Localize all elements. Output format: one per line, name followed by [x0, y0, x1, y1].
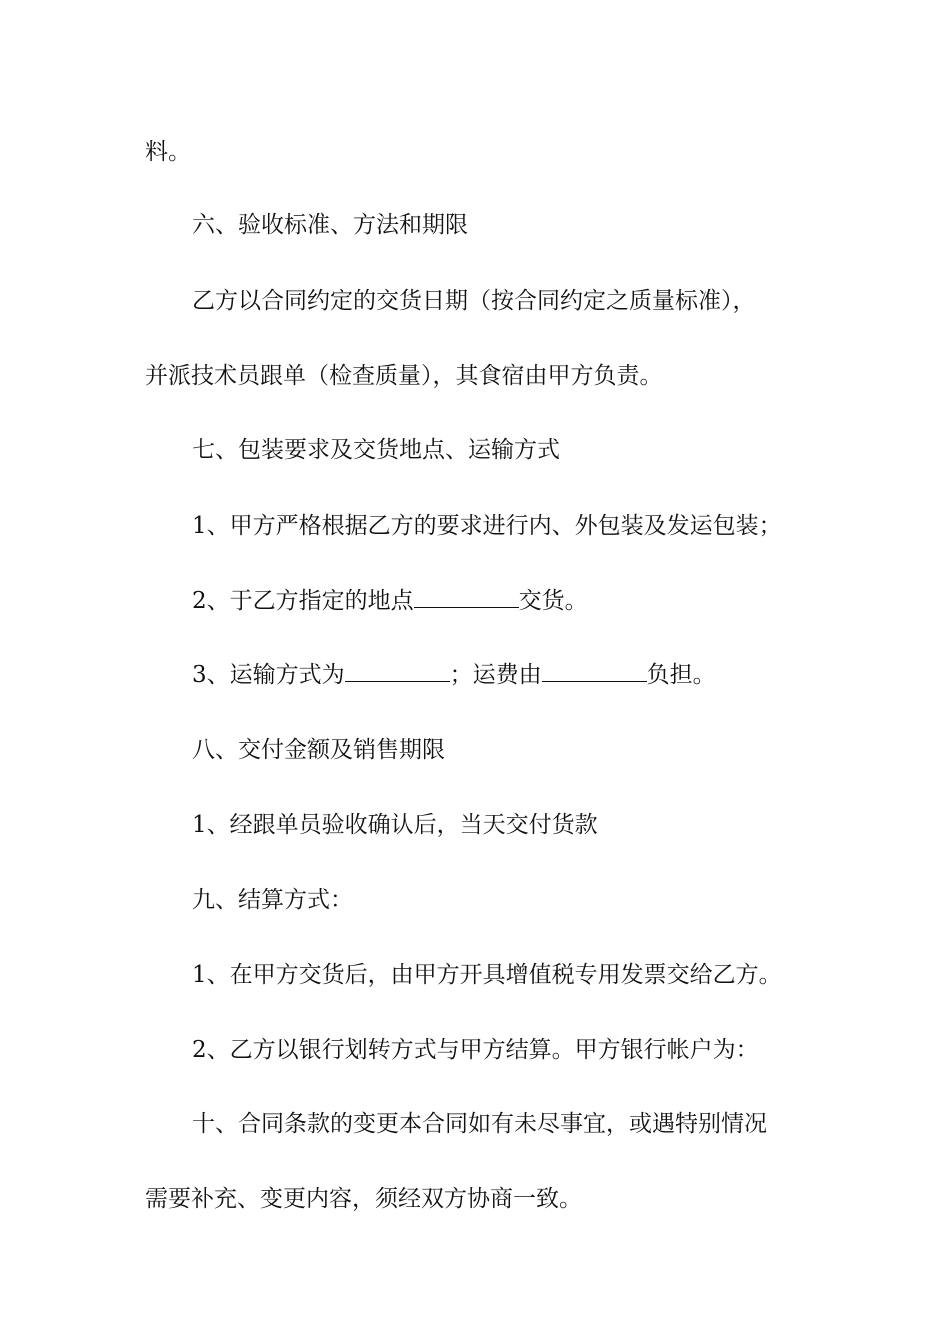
- paragraph-line: 乙方以合同约定的交货日期（按合同约定之质量标准），: [192, 288, 756, 314]
- clause-7-1: 1、甲方严格根据乙方的要求进行内、外包装及发运包装；: [192, 513, 782, 539]
- clause-text: 2、于乙方指定的地点: [192, 588, 414, 614]
- section-heading-6: 六、验收标准、方法和期限: [192, 212, 468, 238]
- clause-text: ；运费由: [449, 662, 542, 688]
- clause-text: 负担。: [646, 662, 716, 688]
- fill-blank: [542, 655, 647, 682]
- section-heading-10: 十、合同条款的变更本合同如有未尽事宜，或遇特别情况: [192, 1111, 767, 1137]
- clause-text: 3、运输方式为: [192, 662, 345, 688]
- fill-blank: [345, 655, 450, 682]
- clause-7-3: [192, 655, 716, 695]
- clause-8-1: 1、经跟单员验收确认后，当天交付货款: [192, 812, 598, 838]
- section-heading-9: 九、结算方式：: [192, 887, 353, 913]
- section-heading-8: 八、交付金额及销售期限: [192, 737, 445, 763]
- fill-blank: [414, 581, 519, 608]
- section-heading-7: 七、包装要求及交货地点、运输方式: [192, 437, 560, 463]
- clause-9-2: 2、乙方以银行划转方式与甲方结算。甲方银行帐户为：: [192, 1037, 759, 1063]
- paragraph-continuation: 料。: [145, 139, 191, 165]
- clause-9-1: 1、在甲方交货后，由甲方开具增值税专用发票交给乙方。: [192, 962, 782, 988]
- clause-text: 交货。: [518, 588, 588, 614]
- paragraph-line: 需要补充、变更内容，须经双方协商一致。: [145, 1186, 582, 1212]
- paragraph-line: 并派技术员跟单（检查质量），其食宿由甲方负责。: [145, 363, 663, 389]
- clause-7-2: [192, 581, 588, 621]
